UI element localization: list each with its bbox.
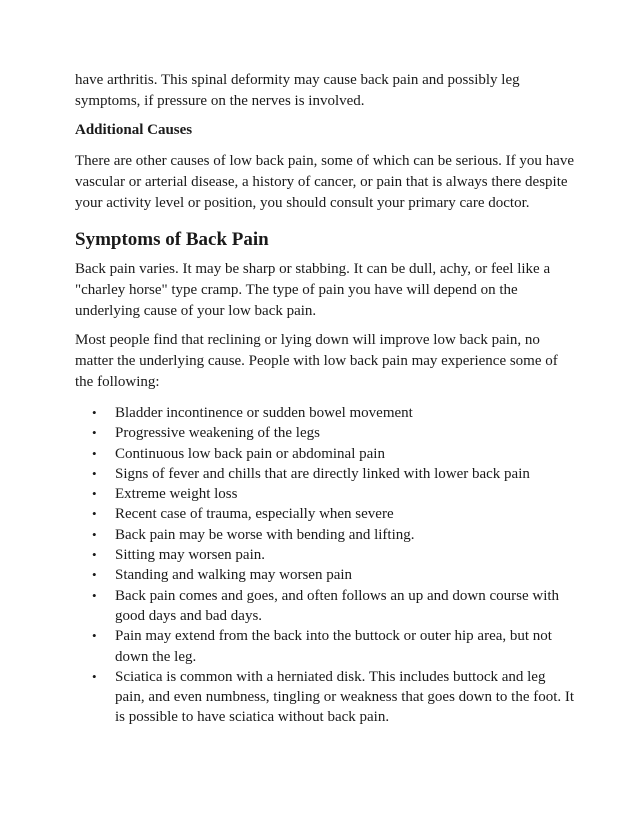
list-item-text: Recent case of trauma, especially when severe [115,506,394,523]
list-item-text: Bladder incontinence or sudden bowel movement [115,405,413,421]
bullet-icon: • [92,486,97,502]
additional-causes-heading: Additional Causes [75,122,193,138]
symptom-list [75,403,575,728]
list-item [75,423,575,443]
bullet-icon: • [92,506,97,522]
bullet-icon: • [92,425,97,441]
bullet-icon: • [92,405,97,420]
list-item [75,545,575,565]
bullet-icon: • [92,668,97,684]
bullet-icon: • [92,547,97,563]
bullet-icon: • [92,628,97,644]
bullet-icon: • [92,526,97,542]
additional-causes-paragraph: There are other causes of low back pain, some of which can be serious. If you have vascular or arterial disease, a history of cancer, or pain that is always there despite your activity level or position, you should consult your primary care doctor. [75,153,574,211]
document-page [75,70,575,728]
list-item-text: Sciatica is common with a herniated disk. This includes buttock and leg pain, and even numbness, tingling or weakness that goes down to the foot. It is possible to have sciatica without back pain. [115,668,575,726]
symptoms-paragraph-2: Most people find that reclining or lying down will improve low back pain, no matter the underlying cause. People with low back pain may experience some of the following: [75,332,558,390]
list-item [75,444,575,464]
list-item-text: Extreme weight loss [115,486,238,503]
list-item [75,586,575,627]
list-item-text: Back pain comes and goes, and often follows an up and down course with good days and bad days. [115,587,560,624]
list-item [75,464,575,484]
list-item-text: Standing and walking may worsen pain [115,567,353,584]
list-item [75,504,575,524]
symptoms-heading: Symptoms of Back Pain [75,229,269,250]
bullet-icon: • [92,567,97,583]
list-item-text: Pain may extend from the back into the buttock or outer hip area, but not down the leg. [115,628,552,665]
list-item-text: Back pain may be worse with bending and lifting. [115,526,415,543]
list-item [75,403,575,423]
bullet-icon: • [92,465,97,481]
symptoms-paragraph-1: Back pain varies. It may be sharp or stabbing. It can be dull, achy, or feel like a "charley horse" type cramp. The type of pain you have will depend on the underlying cause of your low back pain. [75,261,551,319]
list-item [75,667,575,728]
list-item-text: Sitting may worsen pain. [115,547,265,564]
list-item [75,565,575,585]
list-item [75,626,575,667]
list-item [75,525,575,545]
list-item-text: Progressive weakening of the legs [115,425,320,442]
bullet-icon: • [92,445,97,461]
list-item-text: Continuous low back pain or abdominal pain [115,445,385,462]
list-item [75,484,575,504]
intro-paragraph: have arthritis. This spinal deformity may cause back pain and possibly leg symptoms, if pressure on the nerves is involved. [75,72,520,109]
bullet-icon: • [92,587,97,603]
list-item-text: Signs of fever and chills that are directly linked with lower back pain [115,465,530,482]
